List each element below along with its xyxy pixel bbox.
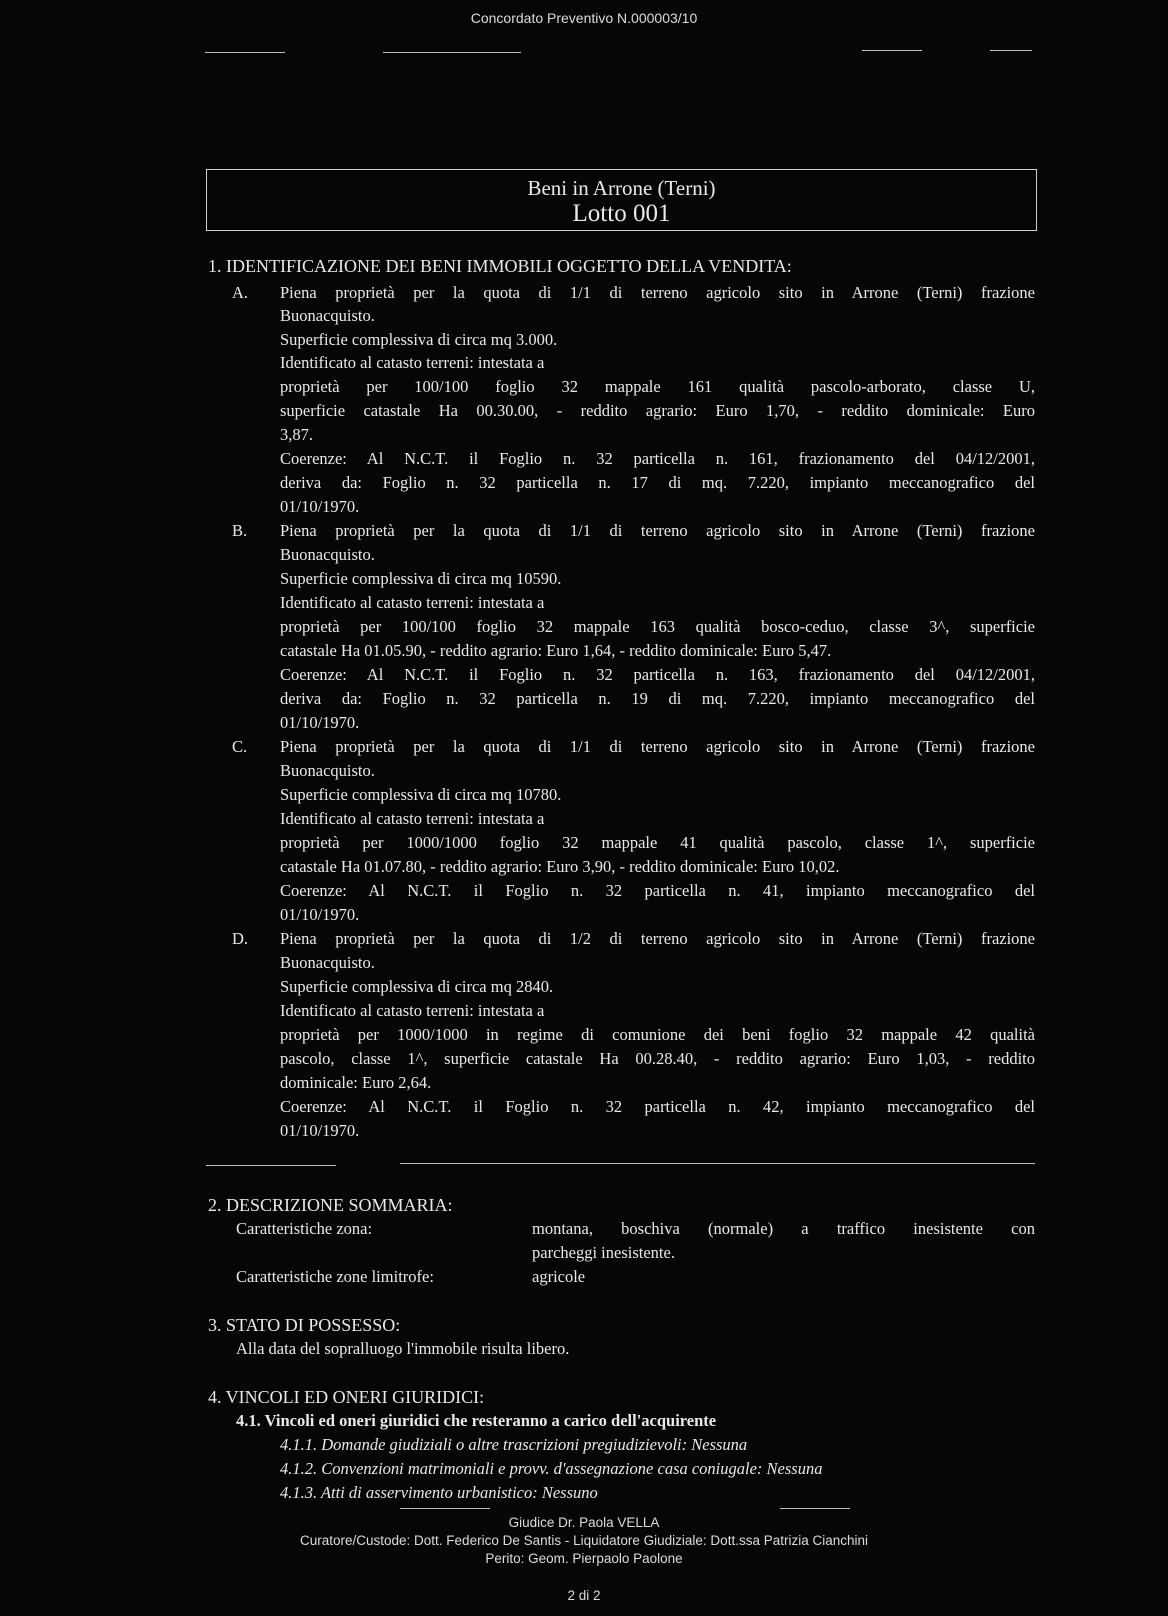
item-a-line: superficie catastale Ha 00.30.00, - reddito agrario: Euro 1,70, - reddito dominicale: Euro [280,401,1035,420]
item-d-line: dominicale: Euro 2,64. [280,1073,432,1092]
item-d-line: Superficie complessiva di circa mq 2840. [280,977,554,996]
section-divider [206,1165,336,1166]
item-d-line: Piena proprietà per la quota di 1/2 di terreno agricolo sito in Arrone (Terni) frazione [280,929,1035,948]
section-divider [400,1163,1035,1164]
item-c-line: 01/10/1970. [280,905,360,924]
section3-heading: 3. STATO DI POSSESSO: [208,1315,401,1335]
item-c-line: Coerenze: Al N.C.T. il Foglio n. 32 particella n. 41, impianto meccanografico del [280,881,1035,900]
footer-curators: Curatore/Custode: Dott. Federico De Santis - Liquidatore Giudiziale: Dott.ssa Patrizia Cianchini [299,1533,868,1548]
item-letter: A. [232,283,249,302]
item-a-line: 01/10/1970. [280,497,360,516]
zone-value: parcheggi inesistente. [532,1243,675,1262]
item-b-line: deriva da: Foglio n. 32 particella n. 19 di mq. 7.220, impianto meccanografico del [280,689,1035,708]
item-c-line: catastale Ha 01.07.80, - reddito agrario: Euro 3,90, - reddito dominicale: Euro 10,02. [280,857,840,876]
title-lot: Lotto 001 [572,200,671,227]
encumbrance-item: 4.1.3. Atti di asservimento urbanistico: Nessuno [280,1483,598,1502]
footer-expert: Perito: Geom. Pierpaolo Paolone [485,1551,683,1566]
item-a-line: Coerenze: Al N.C.T. il Foglio n. 32 particella n. 161, frazionamento del 04/12/2001, [280,449,1035,468]
adjacent-zone-label: Caratteristiche zone limitrofe: [236,1267,434,1286]
item-b-line: Superficie complessiva di circa mq 10590. [280,569,562,588]
item-b-line: proprietà per 100/100 foglio 32 mappale 163 qualità bosco-ceduo, classe 3^, superficie [280,617,1035,636]
item-a-line: deriva da: Foglio n. 32 particella n. 17 di mq. 7.220, impianto meccanografico del [280,473,1035,492]
item-a-line: Piena proprietà per la quota di 1/1 di terreno agricolo sito in Arrone (Terni) frazione [280,283,1035,302]
title-box [206,169,1037,231]
item-d-line: 01/10/1970. [280,1121,360,1140]
footer-judge: Giudice Dr. Paola VELLA [508,1515,660,1530]
zone-label: Caratteristiche zona: [236,1219,373,1238]
item-letter: D. [232,929,249,948]
section4-subheading: 4.1. Vincoli ed oneri giuridici che resteranno a carico dell'acquirente [236,1411,717,1430]
item-b-line: Identificato al catasto terreni: intestata a [280,593,545,612]
item-d-line: Identificato al catasto terreni: intestata a [280,1001,545,1020]
item-c-line: Superficie complessiva di circa mq 10780. [280,785,562,804]
item-a-line: Identificato al catasto terreni: intestata a [280,353,545,372]
zone-value: montana, boschiva (normale) a traffico inesistente con [532,1219,1035,1238]
item-a-line: proprietà per 100/100 foglio 32 mappale 161 qualità pascolo-arborato, classe U, [280,377,1035,396]
item-b-line: 01/10/1970. [280,713,360,732]
item-a-line: Superficie complessiva di circa mq 3.000. [280,330,558,349]
item-c-line: proprietà per 1000/1000 foglio 32 mappale 41 qualità pascolo, classe 1^, superficie [280,833,1035,852]
title-location: Beni in Arrone (Terni) [527,176,716,200]
item-b-line: Buonacquisto. [280,545,375,564]
item-b-line: Piena proprietà per la quota di 1/1 di terreno agricolo sito in Arrone (Terni) frazione [280,521,1035,540]
item-letter: B. [232,521,248,540]
header-rule [990,50,1032,51]
item-a-line: 3,87. [280,425,313,444]
section1-heading: 1. IDENTIFICAZIONE DEI BENI IMMOBILI OGGETTO DELLA VENDITA: [208,256,792,276]
item-c-line: Identificato al catasto terreni: intestata a [280,809,545,828]
header-rule [862,50,922,51]
item-b-line: catastale Ha 01.05.90, - reddito agrario: Euro 1,64, - reddito dominicale: Euro 5,47. [280,641,832,660]
item-d-line: Buonacquisto. [280,953,375,972]
adjacent-zone-value: agricole [532,1267,586,1286]
item-c-line: Piena proprietà per la quota di 1/1 di terreno agricolo sito in Arrone (Terni) frazione [280,737,1035,756]
document-header: Concordato Preventivo N.000003/10 [470,10,698,26]
page-number: 2 di 2 [567,1588,601,1603]
possession-text: Alla data del sopralluogo l'immobile risulta libero. [236,1339,570,1358]
header-rule [383,52,521,53]
item-b-line: Coerenze: Al N.C.T. il Foglio n. 32 particella n. 163, frazionamento del 04/12/2001, [280,665,1035,684]
footer-rule [400,1508,490,1509]
section2-heading: 2. DESCRIZIONE SOMMARIA: [208,1195,453,1215]
encumbrance-item: 4.1.1. Domande giudiziali o altre trascrizioni pregiudizievoli: Nessuna [280,1435,748,1454]
item-letter: C. [232,737,248,756]
item-c-line: Buonacquisto. [280,761,375,780]
item-d-line: Coerenze: Al N.C.T. il Foglio n. 32 particella n. 42, impianto meccanografico del [280,1097,1035,1116]
item-d-line: pascolo, classe 1^, superficie catastale Ha 00.28.40, - reddito agrario: Euro 1,03, - reddito [280,1049,1035,1068]
footer-rule [780,1508,850,1509]
item-d-line: proprietà per 1000/1000 in regime di comunione dei beni foglio 32 mappale 42 qualità [280,1025,1035,1044]
encumbrance-item: 4.1.2. Convenzioni matrimoniali e provv. d'assegnazione casa coniugale: Nessuna [280,1459,823,1478]
header-rule [205,52,285,53]
section4-heading: 4. VINCOLI ED ONERI GIURIDICI: [208,1387,485,1407]
item-a-line: Buonacquisto. [280,306,375,325]
